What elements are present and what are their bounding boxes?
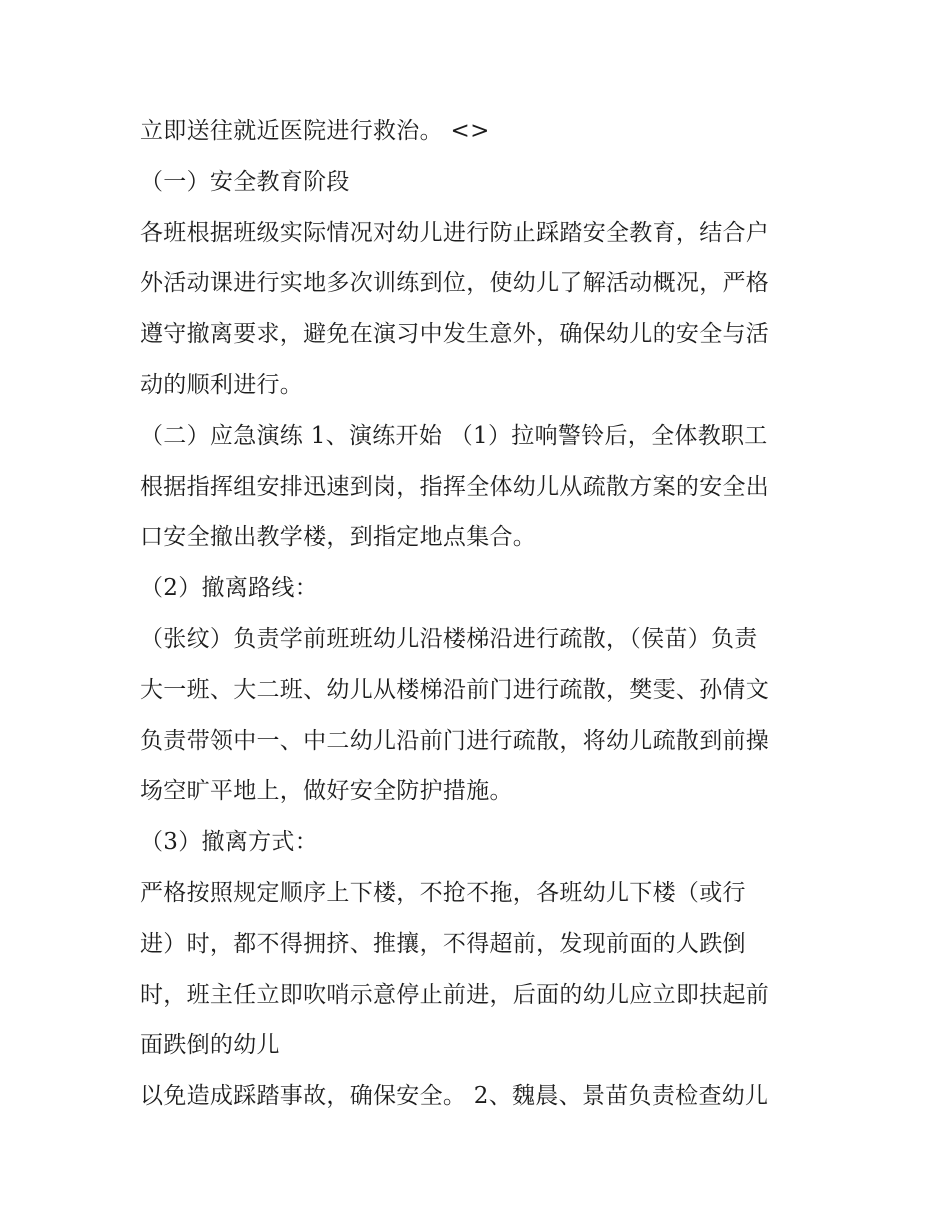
subheading-evacuation-route: （2）撤离路线： <box>140 575 319 602</box>
body-line-18: 时，班主任立即吹哨示意停止前进，后面的幼儿应立即扶起前 <box>140 981 770 1008</box>
document-body <box>140 106 820 1122</box>
body-line-17: 进）时，都不得拥挤、推攘，不得超前，发现前面的人跌倒 <box>140 930 746 957</box>
subheading-evacuation-method: （3）撤离方式： <box>140 829 319 856</box>
body-line-9: 口安全撤出教学楼，到指定地点集合。 <box>140 524 537 551</box>
body-line-4: 外活动课进行实地多次训练到位，使幼儿了解活动概况，严格 <box>140 270 770 297</box>
body-line-8: 根据指挥组安排迅速到岗，指挥全体幼儿从疏散方案的安全出 <box>140 473 770 500</box>
body-line-12: 大一班、大二班、幼儿从楼梯沿前门进行疏散，樊雯、孙倩文 <box>140 676 770 703</box>
body-line-11: （张纹）负责学前班班幼儿沿楼梯沿进行疏散，（侯苗）负责 <box>140 625 758 652</box>
body-line-20: 以免造成踩踏事故，确保安全。 2、魏晨、景苗负责检查幼儿 <box>140 1083 769 1110</box>
section-heading-safety-education: （一）安全教育阶段 <box>140 168 350 195</box>
body-line-16: 严格按照规定顺序上下楼，不抢不拖，各班幼儿下楼（或行 <box>140 879 746 906</box>
body-line-19: 面跌倒的幼儿 <box>140 1032 280 1059</box>
body-line-14: 场空旷平地上，做好安全防护措施。 <box>140 778 513 805</box>
body-line-6: 动的顺利进行。 <box>140 371 304 398</box>
section-heading-emergency-drill: （二）应急演练 1、演练开始 （1）拉响警铃后，全体教职工 <box>140 422 768 449</box>
body-line-5: 遵守撤离要求，避免在演习中发生意外，确保幼儿的安全与活 <box>140 321 770 348</box>
body-line-1: 立即送往就近医院进行救治。 <> <box>140 118 490 144</box>
body-line-13: 负责带领中一、中二幼儿沿前门进行疏散，将幼儿疏散到前操 <box>140 727 770 754</box>
body-line-3: 各班根据班级实际情况对幼儿进行防止踩踏安全教育，结合户 <box>140 219 770 246</box>
